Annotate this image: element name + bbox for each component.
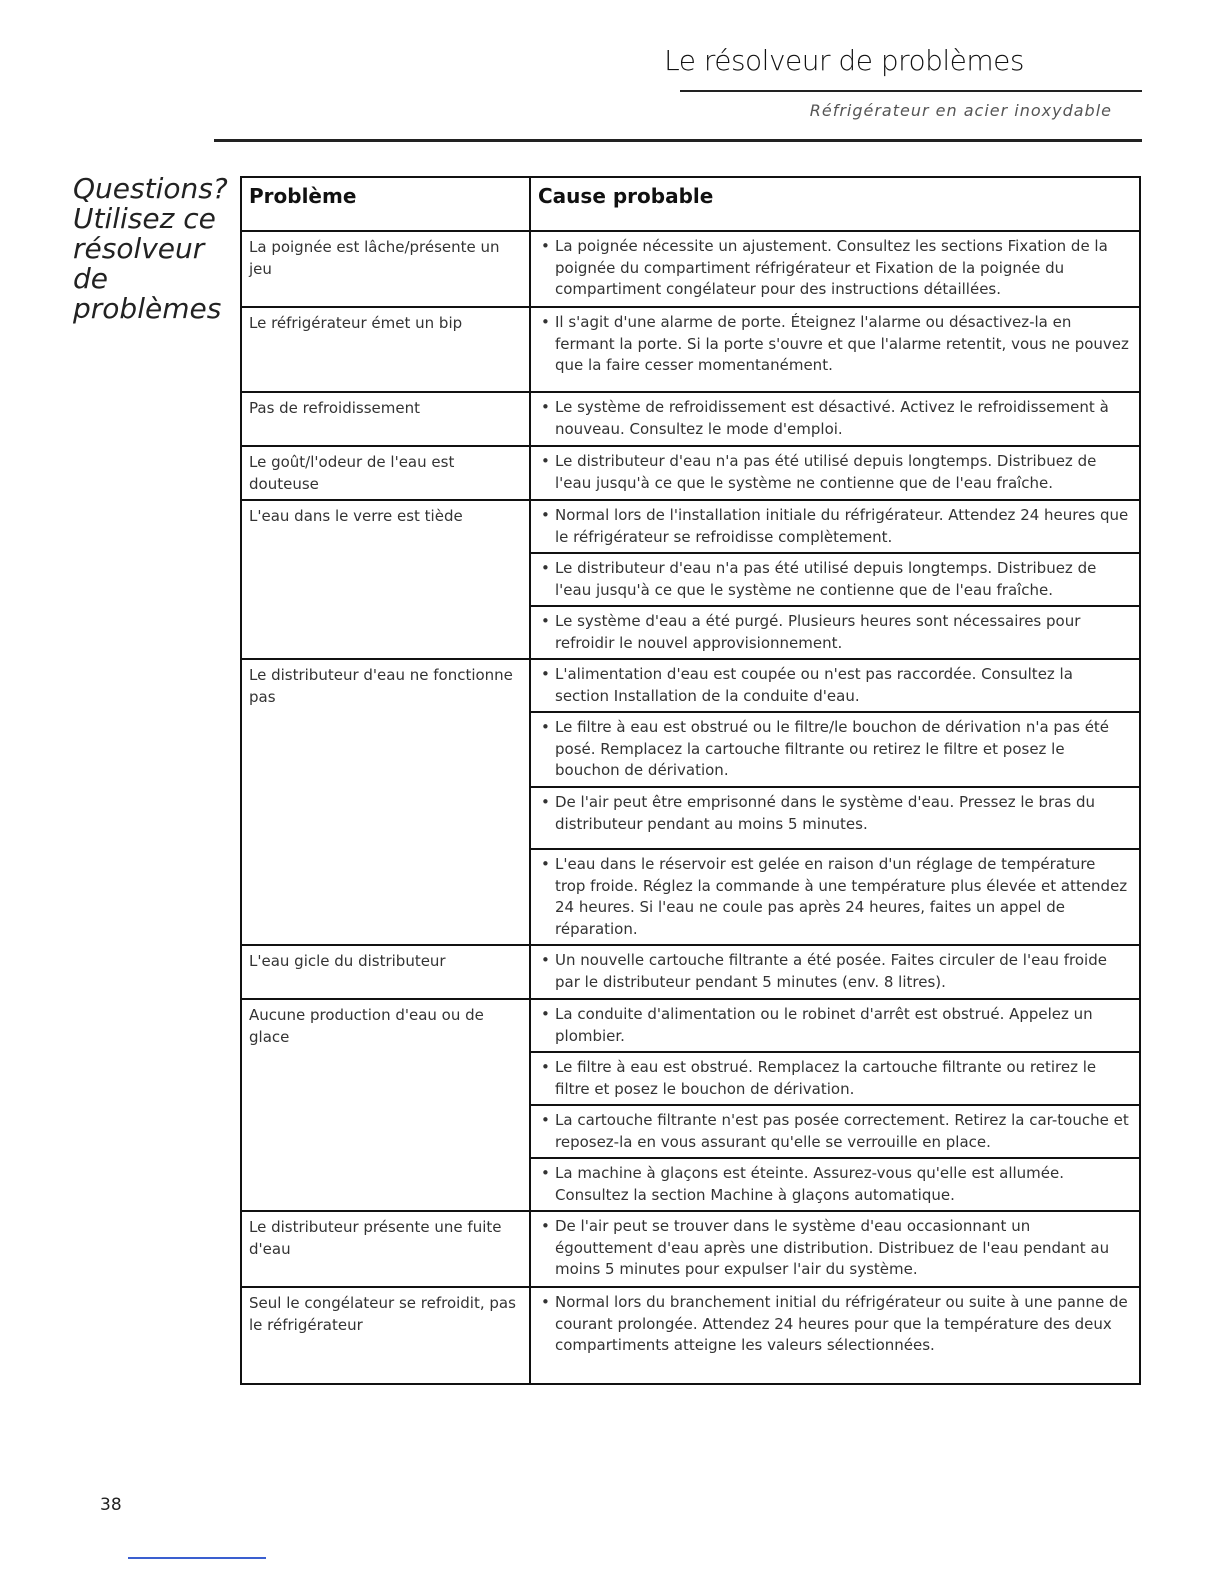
cause-cell: • De l'air peut être emprisonné dans le système d'eau. Pressez le bras du distributeur pendant au moins 5 minutes. <box>530 787 1140 849</box>
problem-cell: Le distributeur présente une fuite d'eau <box>241 1211 530 1287</box>
header-rule <box>214 139 1142 142</box>
cause-cell: • Le filtre à eau est obstrué. Remplacez la cartouche filtrante ou retirez le filtre et posez le bouchon de dérivation. <box>530 1052 1140 1105</box>
problem-cell: Le goût/l'odeur de l'eau est douteuse <box>241 446 530 500</box>
table-header-row <box>241 177 1140 231</box>
cause-cell: • Le distributeur d'eau n'a pas été utilisé depuis longtemps. Distribuez de l'eau jusqu'à ce que le système ne contienne que de l'eau fraîche. <box>530 553 1140 606</box>
side-heading-line: Questions? <box>73 172 228 205</box>
cause-cell: • Il s'agit d'une alarme de porte. Éteignez l'alarme ou désactivez-la en fermant la porte. Si la porte s'ouvre et que l'alarme retentit, vous ne pouvez que la faire cesser momentanément. <box>530 307 1140 392</box>
title-rule <box>680 90 1142 92</box>
cause-cell: • Le filtre à eau est obstrué ou le filtre/le bouchon de dérivation n'a pas été posé. Remplacez la cartouche filtrante ou retirez le filtre et posez le bouchon de dérivation. <box>530 712 1140 787</box>
table-row <box>241 500 1140 553</box>
problem-cell: Seul le congélateur se refroidit, pas le réfrigérateur <box>241 1287 530 1384</box>
footer-link-line <box>128 1557 266 1559</box>
problem-cell: La poignée est lâche/présente un jeu <box>241 231 530 307</box>
problem-cell: Le distributeur d'eau ne fonctionne pas <box>241 659 530 945</box>
cause-cell: • La poignée nécessite un ajustement. Consultez les sections Fixation de la poignée du compartiment réfrigérateur et Fixation de la poignée du compartiment congélateur pour des instructions détaillées. <box>530 231 1140 307</box>
problem-cell: L'eau gicle du distributeur <box>241 945 530 999</box>
side-heading-line: résolveur de <box>73 232 205 295</box>
table-row <box>241 307 1140 392</box>
problem-cell: Pas de refroidissement <box>241 392 530 446</box>
cause-cell: • Normal lors de l'installation initiale du réfrigérateur. Attendez 24 heures que le réfrigérateur se refroidisse complètement. <box>530 500 1140 553</box>
side-heading-line: Utilisez ce <box>73 202 216 235</box>
table-row <box>241 392 1140 446</box>
table-row <box>241 1211 1140 1287</box>
table-row <box>241 659 1140 712</box>
problem-cell: L'eau dans le verre est tiède <box>241 500 530 659</box>
problem-cell: Le réfrigérateur émet un bip <box>241 307 530 392</box>
cause-cell: • La conduite d'alimentation ou le robinet d'arrêt est obstrué. Appelez un plombier. <box>530 999 1140 1052</box>
page-subtitle: Réfrigérateur en acier inoxydable <box>809 101 1112 120</box>
cause-cell: • La cartouche filtrante n'est pas posée correctement. Retirez la car-touche et reposez-la en vous assurant qu'elle se verrouille en place. <box>530 1105 1140 1158</box>
table-row <box>241 999 1140 1052</box>
cause-cell: • La machine à glaçons est éteinte. Assurez-vous qu'elle est allumée. Consultez la section Machine à glaçons automatique. <box>530 1158 1140 1211</box>
problem-cell: Aucune production d'eau ou de glace <box>241 999 530 1211</box>
page-title: Le résolveur de problèmes <box>664 44 1024 77</box>
cause-cell: • Normal lors du branchement initial du réfrigérateur ou suite à une panne de courant prolongée. Attendez 24 heures pour que la température des deux compartiments atteigne les valeurs sélectionnées. <box>530 1287 1140 1384</box>
troubleshooting-table <box>240 176 1141 1385</box>
cause-cell: • Le distributeur d'eau n'a pas été utilisé depuis longtemps. Distribuez de l'eau jusqu'à ce que le système ne contienne que de l'eau fraîche. <box>530 446 1140 500</box>
table-row <box>241 945 1140 999</box>
cause-cell: • Le système de refroidissement est désactivé. Activez le refroidissement à nouveau. Consultez le mode d'emploi. <box>530 392 1140 446</box>
cause-cell: • Le système d'eau a été purgé. Plusieurs heures sont nécessaires pour refroidir le nouvel approvisionnement. <box>530 606 1140 659</box>
column-header-cause: Cause probable <box>530 177 1140 231</box>
table-row <box>241 446 1140 500</box>
table-row <box>241 231 1140 307</box>
column-header-problem: Problème <box>241 177 530 231</box>
cause-cell: • De l'air peut se trouver dans le système d'eau occasionnant un égouttement d'eau après une distribution. Distribuez de l'eau pendant au moins 5 minutes pour expulser l'air du système. <box>530 1211 1140 1287</box>
cause-cell: • Un nouvelle cartouche filtrante a été posée. Faites circuler de l'eau froide par le distributeur pendant 5 minutes (env. 8 litres). <box>530 945 1140 999</box>
cause-cell: • L'eau dans le réservoir est gelée en raison d'un réglage de température trop froide. Réglez la commande à une température plus élevée et attendez 24 heures. Si l'eau ne coule pas après 24 heures, faites un appel de réparation. <box>530 849 1140 945</box>
cause-cell: • L'alimentation d'eau est coupée ou n'est pas raccordée. Consultez la section Installation de la conduite d'eau. <box>530 659 1140 712</box>
side-heading <box>73 174 243 324</box>
page-number: 38 <box>100 1495 122 1515</box>
side-heading-line: problèmes <box>73 292 222 325</box>
table-row <box>241 1287 1140 1384</box>
